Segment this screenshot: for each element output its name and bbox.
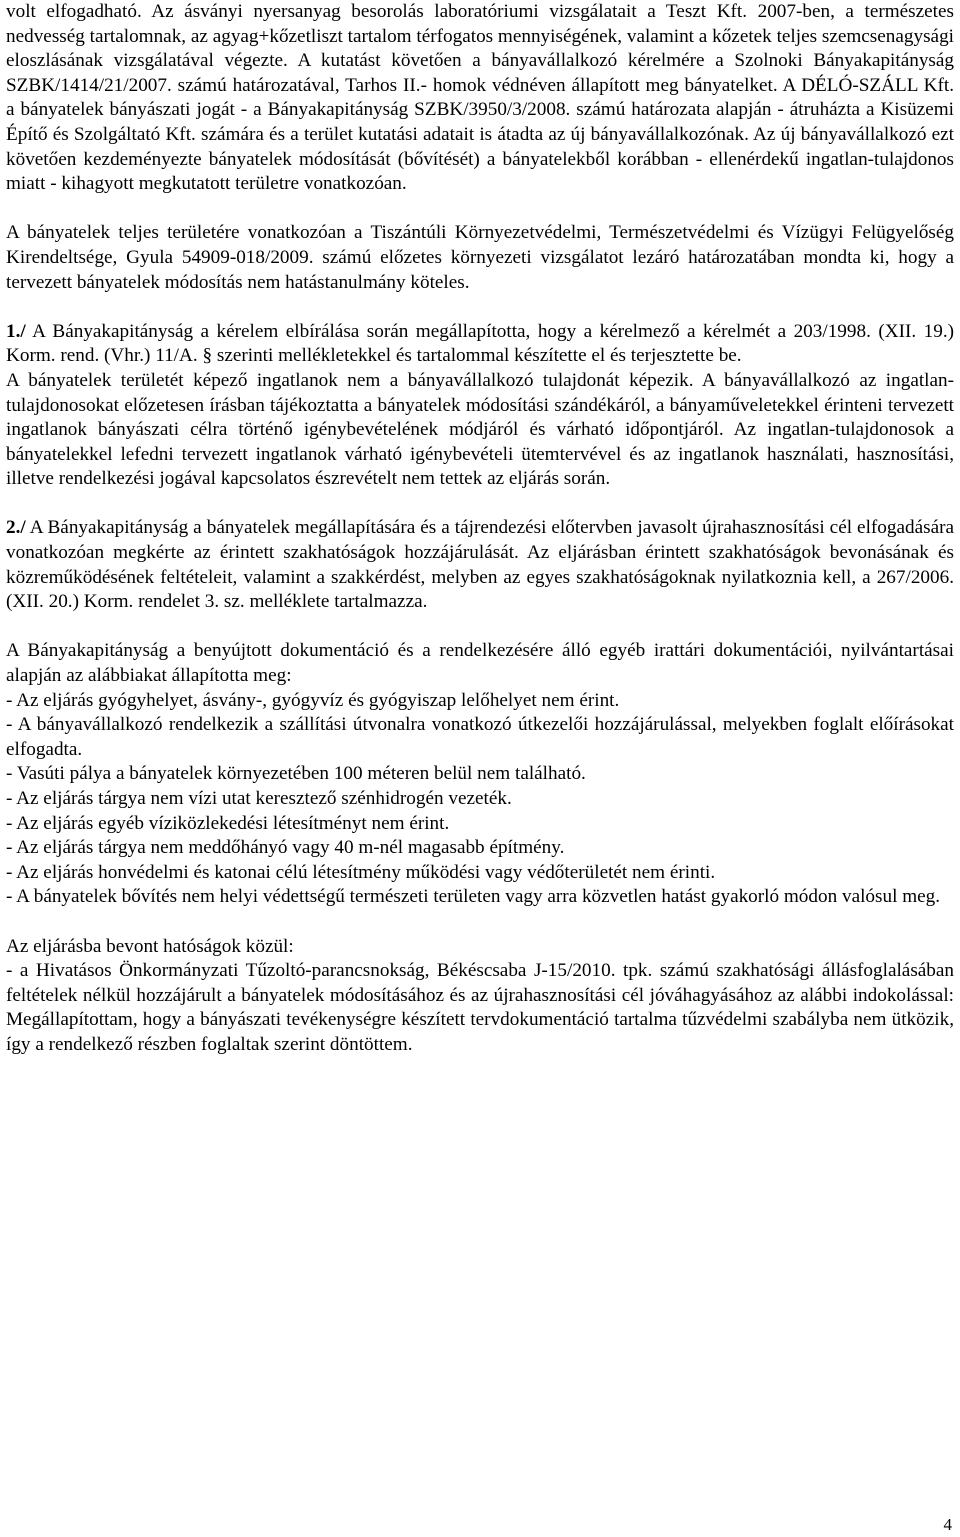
paragraph-gap — [6, 615, 954, 640]
paragraph-intro: volt elfogadható. Az ásványi nyersanyag besorolás laboratóriumi vizsgálatait a Teszt Kft. 2007-ben, a természetes nedvesség tartalomnak, az agyag+kőzetliszt tartalom térfogatos mennyiségének, valamint a kőzetek teljes szemcsenagysági eloszlásának vizsgálatával végezte. A kutatást követően a bányavállalkozó kérelmére a Szolnoki Bányakapitányság SZBK/1414/21/2007. számú határozatával, Tarhos II.- homok védnéven állapított meg bányatelket. A DÉLÓ-SZÁLL Kft. a bányatelek bányászati jogát - a Bányakapitányság SZBK/3950/3/2008. számú határozata alapján - átruházta a Kisüzemi Építő és Szolgáltató Kft. számára és a terület kutatási adatait is átadta az új bányavállalkozónak. Az új bányavállalkozó ezt követően kezdeményezte bányatelek módosítását (bővítését) a bányatelekből korábban - ellenérdekű ingatlan-tulajdonos miatt - kihagyott megkutatott területre vonatkozóan. — [6, 1, 954, 195]
authorities-heading: Az eljárásba bevont hatóságok közül: — [6, 935, 294, 957]
paragraph-gap — [6, 197, 954, 222]
finding-item: - A bányatelek bővítés nem helyi védettségű természeti területen vagy arra közvetlen hatást gyakorló módon valósul meg. — [6, 886, 941, 908]
paragraph-section-1 — [6, 320, 954, 369]
section-number-1: 1./ — [6, 320, 26, 342]
finding-item: - Az eljárás egyéb víziközlekedési létesítményt nem érint. — [6, 812, 450, 834]
finding-item: - Az eljárás gyógyhelyet, ásvány-, gyógyvíz és gyógyiszap lelőhelyet nem érint. — [6, 689, 620, 711]
paragraph-section-2 — [6, 516, 954, 614]
paragraph-gap — [6, 492, 954, 517]
finding-item: - Az eljárás tárgya nem vízi utat keresztező szénhidrogén vezeték. — [6, 788, 512, 809]
paragraph-owners: A bányatelek területét képező ingatlanok nem a bányavállalkozó tulajdonát képezik. A bányavállalkozó az ingatlan-tulajdonosokat előzetesen írásban tájékoztatta a bányatelek módosítási szándékáról, a bányaműveletekkel érinteni tervezett ingatlanok bányászati célra történő igénybevételének módjáról és várható időpontjáról. Az ingatlan-tulajdonosok a bányatelekkel lefedni tervezett ingatlanok várható igénybevételi ütemtervével és az ingatlanok használati, hasznosítási, illetve rendelkezési jogával kapcsolatos észrevételt nem tettek az eljárás során. — [6, 369, 954, 490]
paragraph-findings-intro: A Bányakapitányság a benyújtott dokumentáció és a rendelkezésére álló egyéb irattári dokumentációi, nyilvántartásai alapján az alábbiakat állapította meg: — [6, 640, 954, 687]
finding-item: - Az eljárás tárgya nem meddőhányó vagy 40 m-nél magasabb építmény. — [6, 837, 565, 859]
section-number-2: 2./ — [6, 517, 26, 539]
document-page — [6, 0, 954, 1058]
paragraph-gap — [6, 295, 954, 320]
finding-item: - Vasúti pálya a bányatelek környezetében 100 méteren belül nem található. — [6, 763, 586, 785]
section-2-text: A Bányakapitányság a bányatelek megállapítására és a tájrendezési előtervben javasolt újrahasznosítási cél elfogadására vonatkozóan megkérte az érintett szakhatóságok hozzájárulását. Az eljárásban érintett szakhatóságok bevonásának és közreműködésének feltételeit, valamint a szakkérdést, melyben az egyes szakhatóságoknak nyilatkoznia kell, a 267/2006. (XII. 20.) Korm. rendelet 3. sz. melléklete tartalmazza. — [6, 517, 954, 613]
section-1-text: A Bányakapitányság a kérelem elbírálása során megállapította, hogy a kérelmező a kérelmét a 203/1998. (XII. 19.) Korm. rend. (Vhr.) 11/A. § szerinti mellékletekkel és tartalommal készítette el és terjesztette be. — [6, 320, 954, 367]
page-number: 4 — [943, 1515, 952, 1534]
authority-fire-department: - a Hivatásos Önkormányzati Tűzoltó-parancsnokság, Békéscsaba J-15/2010. tpk. számú szakhatósági állásfoglalásában feltételek nélkül hozzájárult a bányatelek módosításához és az újrahasznosítási cél jóváhagyásához az alábbi indokolással: Megállapítottam, hogy a bányászati tevékenységre készített tervdokumentáció tartalma tűzvédelmi szabályba nem ütközik, így a rendelkező részben foglaltak szerint döntöttem. — [6, 960, 954, 1055]
finding-item: - A bányavállalkozó rendelkezik a szállítási útvonalra vonatkozó útkezelői hozzájárulással, melyekben foglalt előírásokat elfogadta. — [6, 714, 954, 760]
paragraph-gap — [6, 910, 954, 935]
paragraph-environmental: A bányatelek teljes területére vonatkozóan a Tiszántúli Környezetvédelmi, Természetvédelmi és Vízügyi Felügyelőség Kirendeltsége, Gyula 54909-018/2009. számú előzetes környezeti vizsgálatot lezáró határozatában mondta ki, hogy a tervezett bányatelek módosítás nem hatástanulmány köteles. — [6, 222, 954, 293]
finding-item: - Az eljárás honvédelmi és katonai célú létesítmény működési vagy védőterületét nem érinti. — [6, 861, 716, 883]
